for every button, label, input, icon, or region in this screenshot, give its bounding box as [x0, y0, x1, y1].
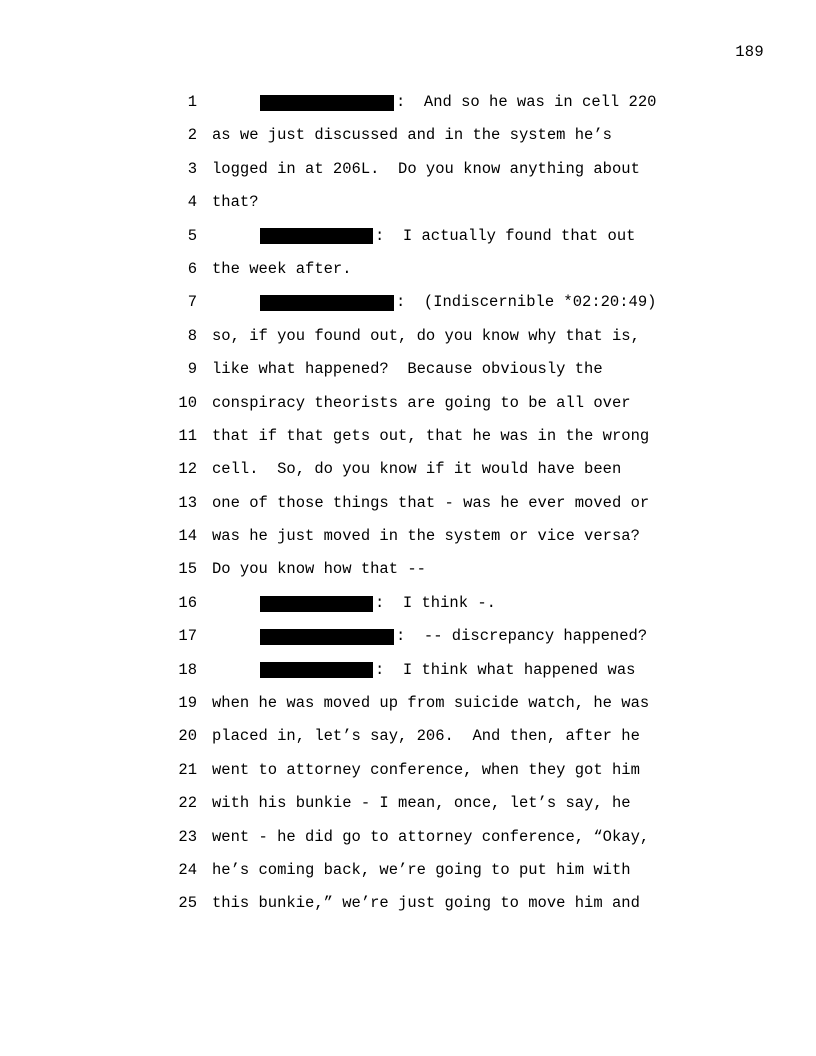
line-number: 2 [187, 126, 197, 145]
line-number: 3 [187, 159, 197, 178]
redacted-speaker-name [260, 228, 373, 244]
line-number: 6 [187, 259, 197, 278]
transcript-line [0, 86, 816, 119]
transcript-line [0, 353, 816, 386]
line-text: he’s coming back, we’re going to put him with [212, 860, 631, 879]
line-text: conspiracy theorists are going to be all over [212, 393, 631, 412]
transcript-line [0, 253, 816, 286]
transcript-line [0, 453, 816, 486]
speaker-line [260, 620, 647, 653]
line-text: : I actually found that out [375, 226, 636, 245]
transcript-line [0, 186, 816, 219]
line-number: 15 [178, 560, 197, 579]
transcript-line [0, 587, 816, 620]
transcript-line [0, 754, 816, 787]
line-number: 21 [178, 760, 197, 779]
line-text: logged in at 206L. Do you know anything about [212, 159, 640, 178]
page-number: 189 [735, 43, 764, 61]
line-text: like what happened? Because obviously the [212, 360, 603, 379]
transcript-line [0, 620, 816, 653]
line-number: 19 [178, 694, 197, 713]
line-text: the week after. [212, 259, 352, 278]
line-number: 1 [187, 93, 197, 111]
redacted-speaker-name [260, 629, 394, 645]
line-number: 16 [178, 593, 197, 612]
line-text: went - he did go to attorney conference, “Okay, [212, 827, 650, 846]
line-text: that if that gets out, that he was in the wrong [212, 426, 650, 445]
line-number: 18 [178, 660, 197, 679]
line-text: went to attorney conference, when they got him [212, 760, 640, 779]
transcript-line [0, 687, 816, 720]
transcript-line [0, 320, 816, 353]
line-number: 17 [178, 627, 197, 646]
transcript-line [0, 487, 816, 520]
line-number: 9 [187, 360, 197, 379]
line-number: 13 [178, 493, 197, 512]
transcript-line [0, 854, 816, 887]
line-text: placed in, let’s say, 206. And then, after he [212, 727, 640, 746]
line-text: so, if you found out, do you know why that is, [212, 326, 640, 345]
speaker-line [260, 587, 496, 620]
speaker-line [260, 286, 656, 319]
line-text: : (Indiscernible *02:20:49) [396, 293, 657, 312]
transcript-line [0, 720, 816, 753]
speaker-line [260, 654, 635, 687]
line-text: cell. So, do you know if it would have been [212, 460, 622, 479]
transcript-line [0, 787, 816, 820]
line-number: 20 [178, 727, 197, 746]
transcript-line [0, 887, 816, 920]
line-text: with his bunkie - I mean, once, let’s say, he [212, 794, 631, 813]
transcript-line [0, 387, 816, 420]
line-text: was he just moved in the system or vice versa? [212, 527, 640, 546]
line-number: 5 [187, 226, 197, 245]
line-text: : And so he was in cell 220 [396, 93, 657, 111]
transcript-line [0, 119, 816, 152]
redacted-speaker-name [260, 295, 394, 311]
speaker-line [260, 86, 656, 119]
transcript-body [0, 86, 816, 921]
line-number: 4 [187, 193, 197, 212]
transcript-line [0, 553, 816, 586]
redacted-speaker-name [260, 95, 394, 111]
line-number: 25 [178, 894, 197, 913]
line-number: 23 [178, 827, 197, 846]
line-number: 12 [178, 460, 197, 479]
transcript-line [0, 286, 816, 319]
transcript-line [0, 520, 816, 553]
line-number: 24 [178, 860, 197, 879]
transcript-line [0, 420, 816, 453]
redacted-speaker-name [260, 662, 373, 678]
redacted-speaker-name [260, 596, 373, 612]
line-number: 8 [187, 326, 197, 345]
line-text: one of those things that - was he ever moved or [212, 493, 650, 512]
line-text: that? [212, 193, 259, 212]
line-number: 14 [178, 527, 197, 546]
line-text: : -- discrepancy happened? [396, 627, 648, 646]
line-text: Do you know how that -- [212, 560, 426, 579]
line-text: as we just discussed and in the system he’s [212, 126, 612, 145]
transcript-line [0, 153, 816, 186]
transcript-line [0, 654, 816, 687]
transcript-line [0, 220, 816, 253]
line-number: 22 [178, 794, 197, 813]
line-text: this bunkie,” we’re just going to move him and [212, 894, 640, 913]
line-number: 7 [187, 293, 197, 312]
line-text: : I think -. [375, 593, 496, 612]
line-text: : I think what happened was [375, 660, 636, 679]
line-text: when he was moved up from suicide watch, he was [212, 694, 650, 713]
transcript-line [0, 821, 816, 854]
line-number: 11 [178, 426, 197, 445]
speaker-line [260, 220, 635, 253]
line-number: 10 [178, 393, 197, 412]
